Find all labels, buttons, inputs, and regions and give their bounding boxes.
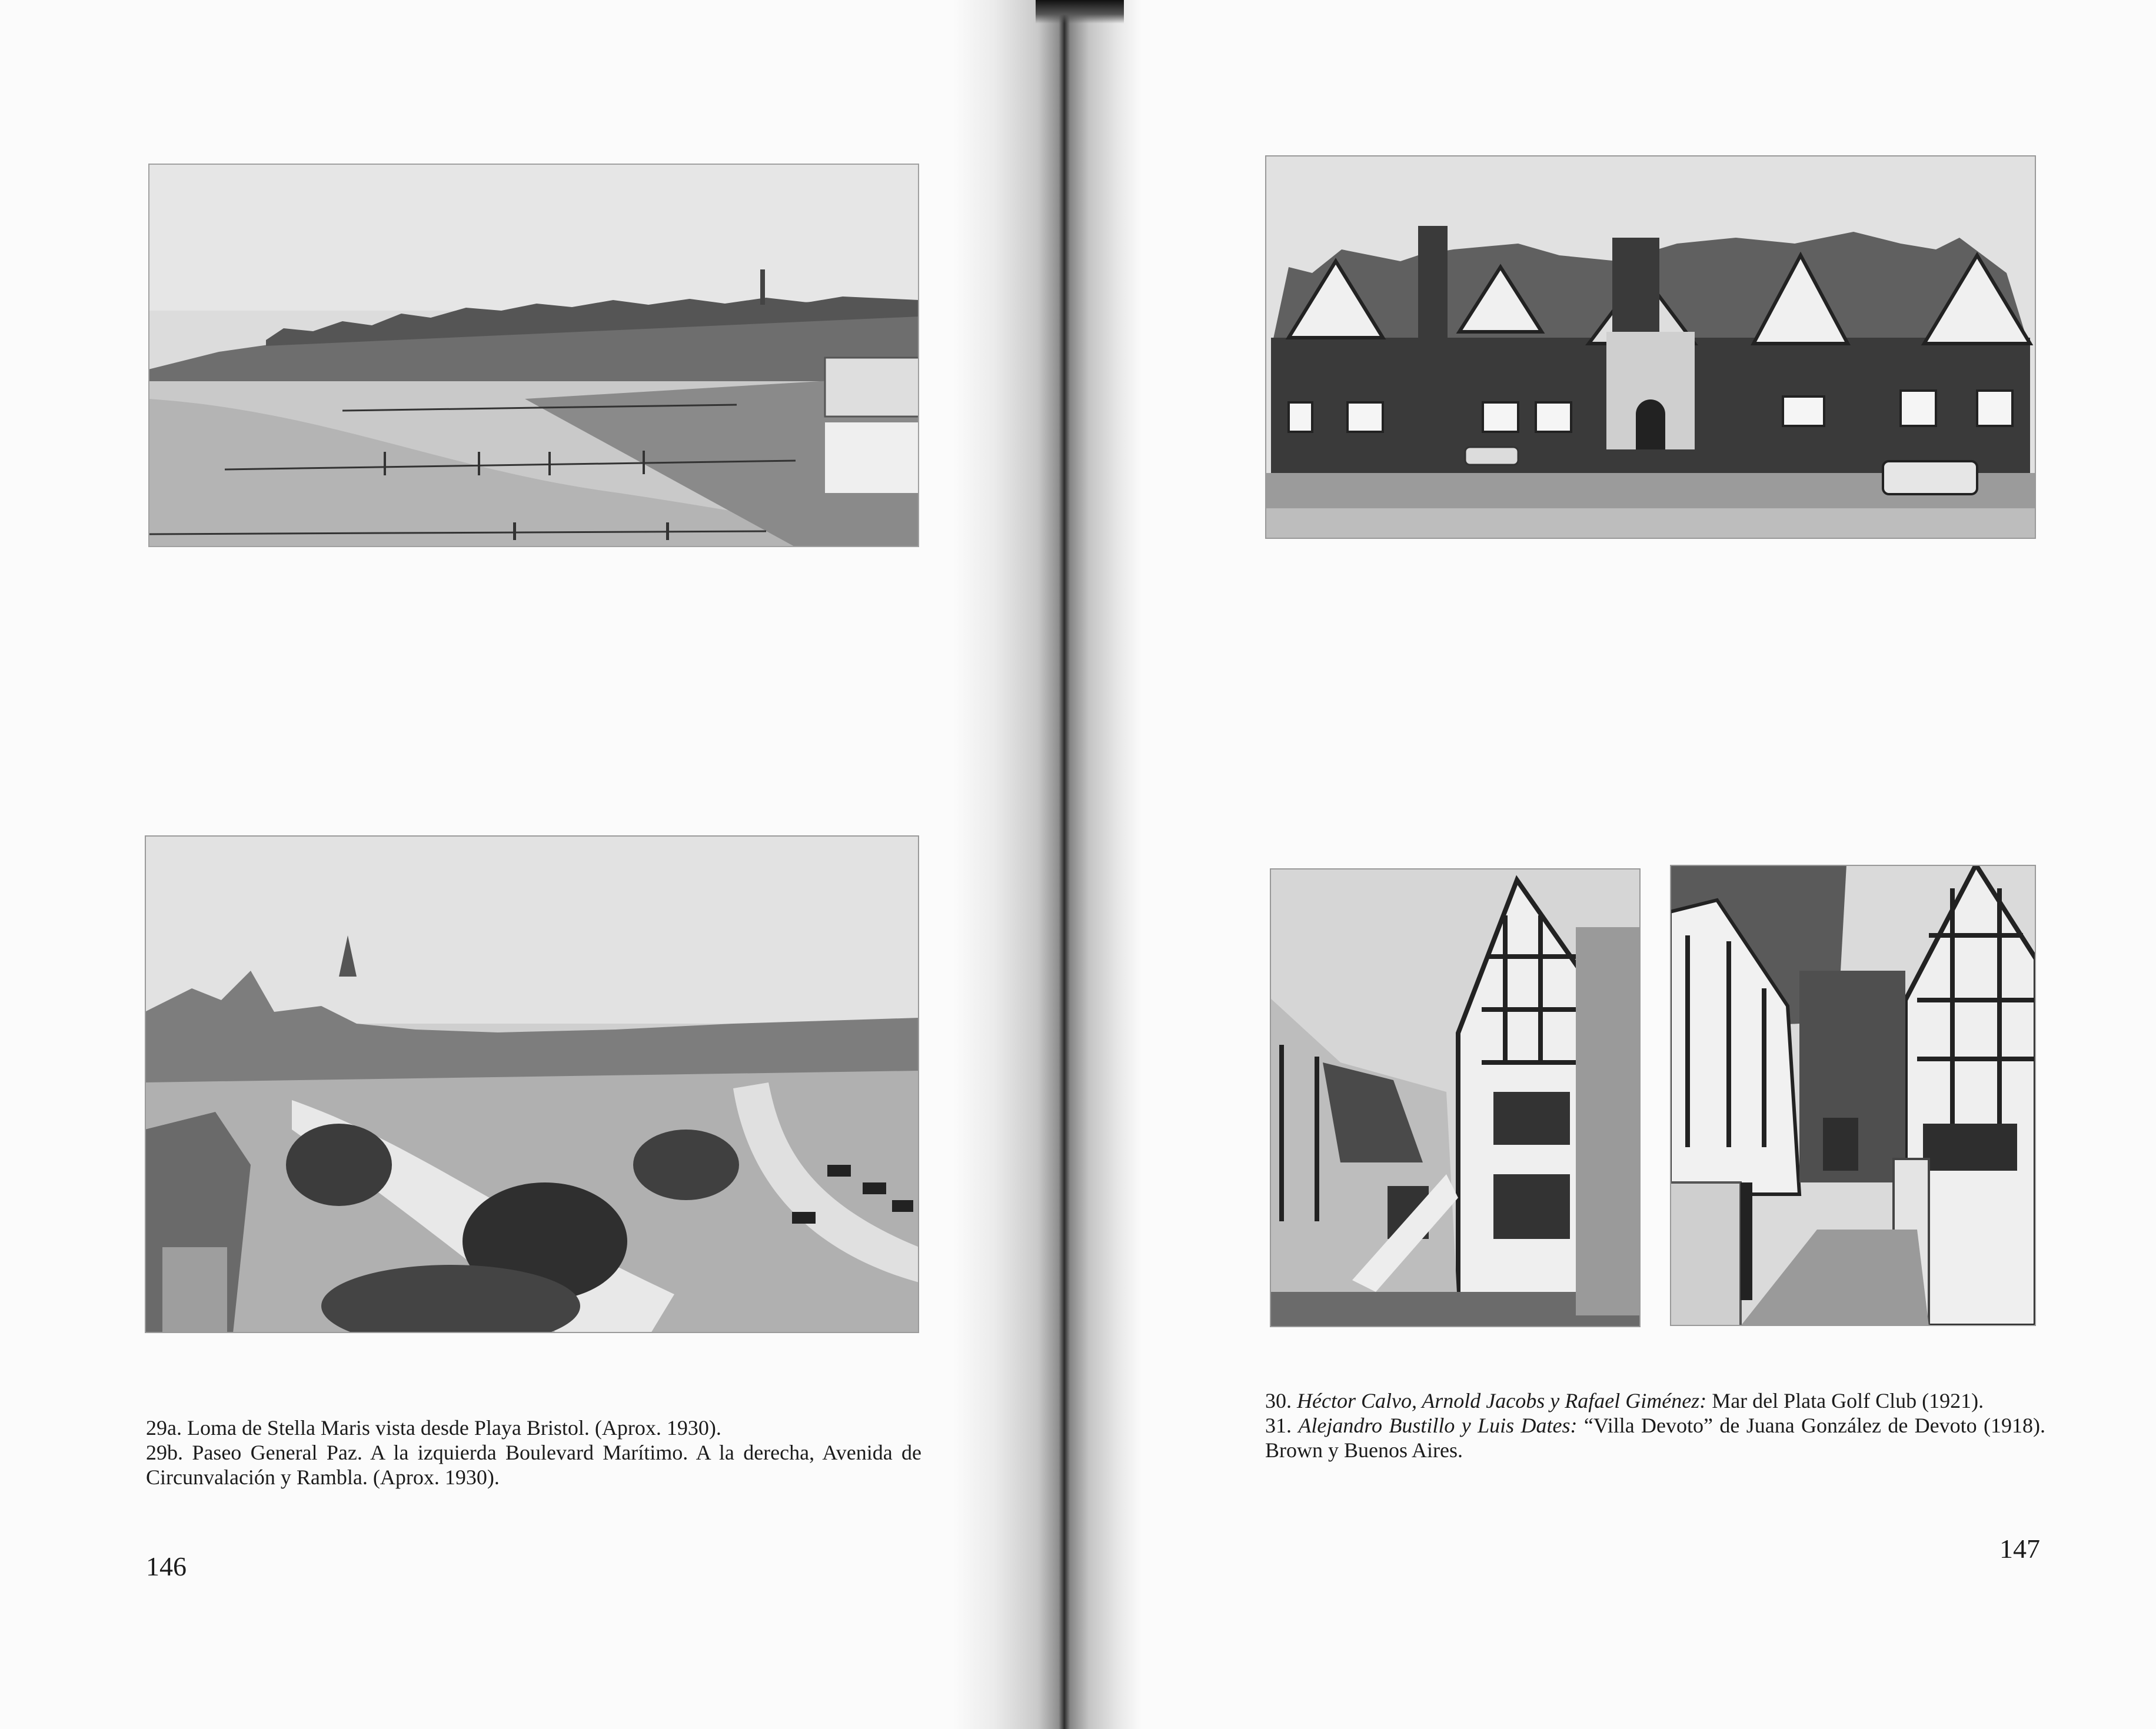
right-captions (1265, 1388, 2045, 1463)
caption-text: Mar del Plata Golf Club (1921). (1712, 1389, 1984, 1412)
photo-29b-paseo-general-paz (145, 835, 919, 1333)
caption-31 (1265, 1413, 2045, 1463)
caption-id: 29a. (146, 1416, 182, 1440)
page-number-right: 147 (1999, 1534, 2040, 1564)
caption-30 (1265, 1388, 2045, 1413)
photo-30-golf-club (1265, 155, 2036, 539)
photo-29a-beach-panorama (148, 164, 919, 547)
caption-authors: Alejandro Bustillo y Luis Dates: (1298, 1414, 1578, 1437)
photo-31-villa-devoto-left (1270, 868, 1641, 1327)
caption-id: 30. (1265, 1389, 1292, 1412)
photo-31-villa-devoto-right (1670, 865, 2036, 1326)
caption-id: 29b. (146, 1441, 183, 1464)
caption-id: 31. (1265, 1414, 1292, 1437)
caption-text: Paseo General Paz. A la izquierda Boulevard Marítimo. A la derecha, Avenida de Circunvalación y Rambla. (Aprox. 1930). (146, 1441, 922, 1489)
caption-29a (146, 1415, 921, 1440)
book-gutter (953, 0, 1142, 1729)
caption-text: Loma de Stella Maris vista desde Playa Bristol. (Aprox. 1930). (187, 1416, 721, 1440)
caption-29b (146, 1440, 921, 1490)
scan-edge-shadow (1036, 0, 1124, 24)
caption-text: “Villa Devoto” de Juana González de Devoto (1918). Brown y Buenos Aires. (1265, 1414, 2045, 1462)
left-captions (146, 1415, 921, 1490)
page-number-left: 146 (146, 1551, 187, 1581)
caption-authors: Héctor Calvo, Arnold Jacobs y Rafael Giménez: (1297, 1389, 1707, 1412)
